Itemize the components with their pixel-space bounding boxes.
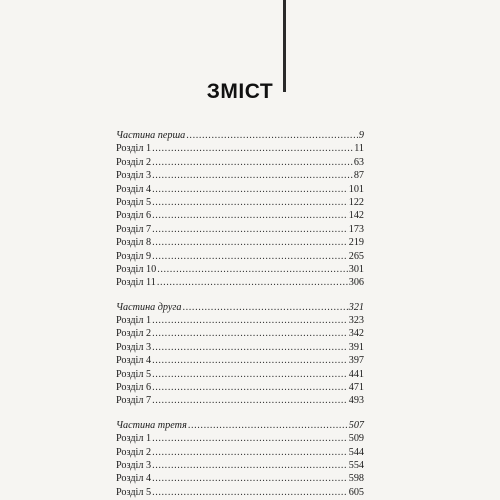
toc-chapter-row — [116, 446, 364, 459]
toc-chapter-label: Розділ 2 — [116, 446, 152, 458]
dot-leader — [157, 276, 348, 289]
toc-chapter-row — [116, 354, 364, 367]
toc-page-number: 441 — [348, 368, 364, 380]
toc-page-number: 554 — [348, 459, 364, 471]
dot-leader — [182, 301, 347, 314]
toc-chapter-row — [116, 156, 364, 169]
toc-chapter-row — [116, 314, 364, 327]
toc-chapter-label: Розділ 5 — [116, 196, 152, 208]
toc-page-number: 306 — [348, 277, 364, 289]
toc-page-number: 471 — [348, 382, 364, 394]
toc-chapter-label: Розділ 5 — [116, 368, 152, 380]
dot-leader — [152, 209, 348, 222]
toc-chapter-row — [116, 459, 364, 472]
toc-page-number: 87 — [353, 170, 364, 182]
toc-page-number: 219 — [348, 237, 364, 249]
toc-page-number: 101 — [348, 183, 364, 195]
table-of-contents — [116, 129, 364, 499]
toc-page-number: 122 — [348, 196, 364, 208]
toc-chapter-row — [116, 236, 364, 249]
toc-part-label: Частина перша — [116, 130, 186, 141]
toc-chapter-label: Розділ 10 — [116, 263, 157, 275]
page-title: ЗМІСТ — [206, 80, 274, 103]
toc-page-number: 323 — [348, 315, 364, 327]
toc-page-number: 63 — [353, 156, 364, 168]
dot-leader — [188, 419, 348, 432]
toc-page-number: 391 — [348, 341, 364, 353]
toc-chapter-row — [116, 486, 364, 499]
toc-chapter-label: Розділ 6 — [116, 382, 152, 394]
toc-chapter-row — [116, 472, 364, 485]
dot-leader — [186, 129, 358, 142]
toc-part-1 — [116, 129, 364, 142]
toc-chapter-label: Розділ 1 — [116, 433, 152, 445]
toc-part-3 — [116, 419, 364, 432]
dot-leader — [152, 183, 348, 196]
toc-page-number: 509 — [348, 433, 364, 445]
dot-leader — [152, 486, 348, 499]
toc-chapter-label: Розділ 9 — [116, 250, 152, 262]
toc-chapter-label: Розділ 7 — [116, 395, 152, 407]
toc-chapter-label: Розділ 2 — [116, 328, 152, 340]
toc-chapter-row — [116, 196, 364, 209]
dot-leader — [152, 341, 348, 354]
toc-page-number: 9 — [358, 130, 364, 141]
dot-leader — [152, 381, 348, 394]
dot-leader — [152, 142, 353, 155]
toc-chapter-label: Розділ 8 — [116, 237, 152, 249]
toc-chapter-label: Розділ 6 — [116, 210, 152, 222]
toc-page-number: 507 — [348, 419, 364, 431]
toc-page-number: 173 — [348, 223, 364, 235]
dot-leader — [152, 196, 348, 209]
dot-leader — [152, 446, 348, 459]
toc-chapter-label: Розділ 4 — [116, 355, 152, 367]
toc-chapter-row — [116, 432, 364, 445]
toc-chapter-label: Розділ 3 — [116, 341, 152, 353]
toc-chapter-row — [116, 169, 364, 182]
toc-chapter-label: Розділ 1 — [116, 143, 152, 155]
toc-page-number: 397 — [348, 355, 364, 367]
toc-page-number: 342 — [348, 328, 364, 340]
toc-chapter-row — [116, 394, 364, 407]
toc-page-number: 605 — [348, 486, 364, 498]
toc-page-number: 544 — [348, 446, 364, 458]
toc-page-number: 142 — [348, 210, 364, 222]
toc-chapter-row — [116, 263, 364, 276]
toc-chapter-row — [116, 250, 364, 263]
dot-leader — [152, 459, 348, 472]
dot-leader — [152, 432, 348, 445]
toc-page-number: 493 — [348, 395, 364, 407]
toc-chapter-label: Розділ 1 — [116, 315, 152, 327]
toc-page-number: 598 — [348, 473, 364, 485]
dot-leader — [152, 250, 348, 263]
dot-leader — [152, 394, 348, 407]
toc-chapter-label: Розділ 11 — [116, 277, 156, 289]
page-fold-line — [283, 0, 286, 92]
dot-leader — [152, 327, 348, 340]
dot-leader — [152, 354, 348, 367]
dot-leader — [152, 156, 353, 169]
toc-chapter-label: Розділ 4 — [116, 183, 152, 195]
dot-leader — [152, 368, 348, 381]
toc-chapter-label: Розділ 5 — [116, 486, 152, 498]
dot-leader — [152, 169, 353, 182]
toc-chapter-row — [116, 276, 364, 289]
toc-page-number: 321 — [348, 301, 364, 313]
dot-leader — [152, 223, 348, 236]
toc-chapter-row — [116, 209, 364, 222]
dot-leader — [152, 314, 348, 327]
toc-chapter-label: Розділ 2 — [116, 156, 152, 168]
toc-chapter-row — [116, 327, 364, 340]
toc-chapter-row — [116, 223, 364, 236]
toc-page-number: 11 — [354, 143, 364, 155]
dot-leader — [157, 263, 348, 276]
toc-chapter-label: Розділ 7 — [116, 223, 152, 235]
toc-chapter-label: Розділ 4 — [116, 473, 152, 485]
toc-chapter-row — [116, 142, 364, 155]
toc-chapter-row — [116, 381, 364, 394]
dot-leader — [152, 472, 348, 485]
toc-chapter-label: Розділ 3 — [116, 459, 152, 471]
toc-chapter-label: Розділ 3 — [116, 170, 152, 182]
toc-part-label: Частина третя — [116, 419, 187, 431]
dot-leader — [152, 236, 348, 249]
toc-part-label: Частина друга — [116, 301, 182, 313]
toc-chapter-row — [116, 341, 364, 354]
toc-page-number: 301 — [348, 263, 364, 275]
toc-chapter-row — [116, 368, 364, 381]
toc-chapter-row — [116, 183, 364, 196]
toc-page-number: 265 — [348, 250, 364, 262]
toc-part-2 — [116, 301, 364, 314]
